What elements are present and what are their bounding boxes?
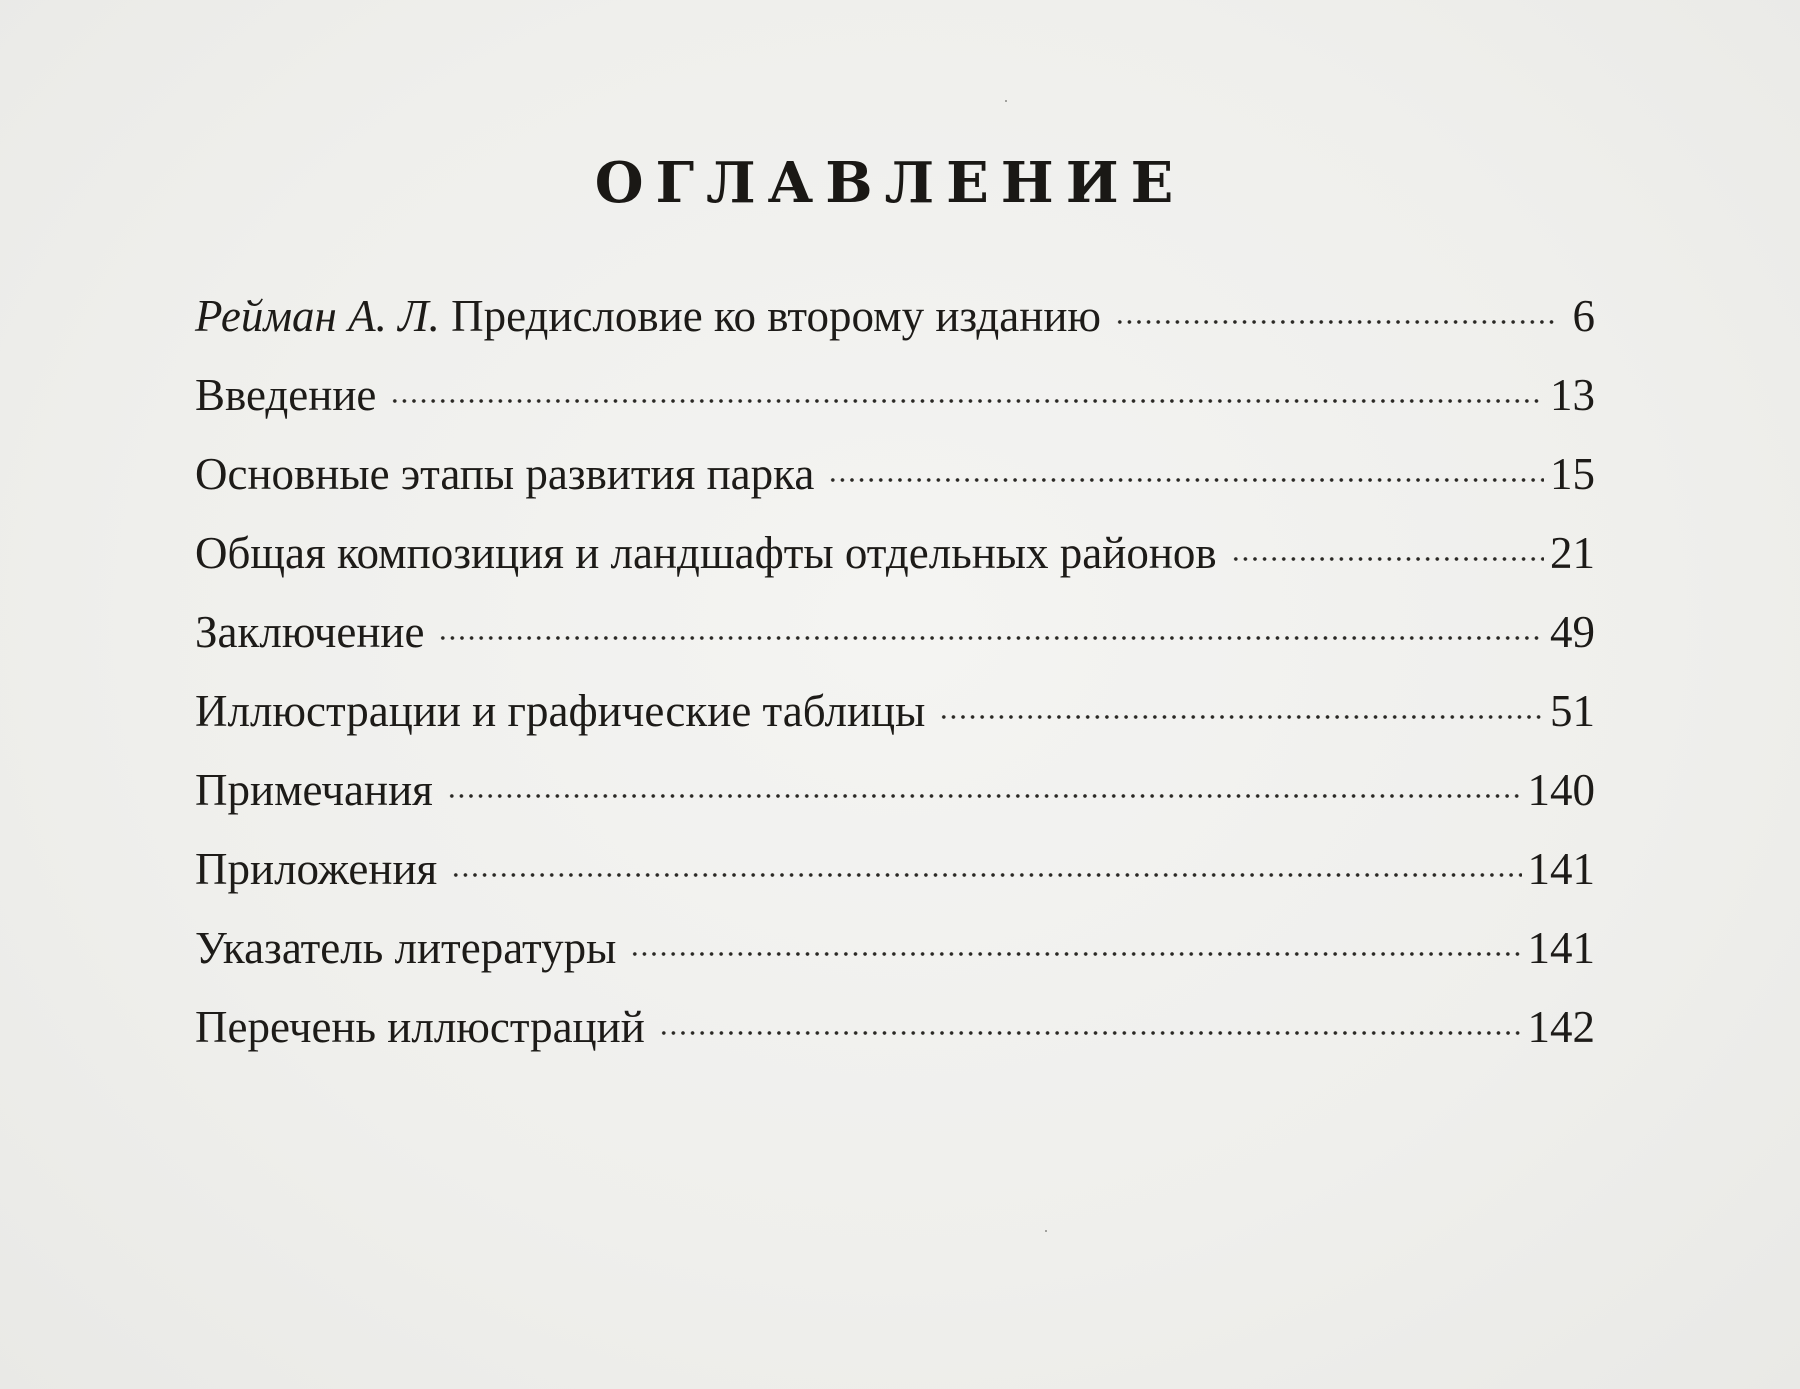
toc-entry-introduction bbox=[195, 369, 1595, 448]
toc-entry-list-of-illustrations bbox=[195, 1001, 1595, 1080]
toc-entry-bibliography bbox=[195, 922, 1595, 1001]
toc-entry-page: 51 bbox=[1550, 686, 1595, 736]
toc-entry-page: 140 bbox=[1527, 765, 1595, 815]
dot-leader bbox=[447, 793, 1522, 799]
toc-entry-title: Общая композиция и ландшафты отдельных районов bbox=[195, 528, 1217, 578]
toc-entry-page: 141 bbox=[1527, 844, 1595, 894]
dot-leader bbox=[630, 951, 1521, 957]
toc-entry-page: 49 bbox=[1550, 607, 1595, 657]
toc-entry-notes bbox=[195, 764, 1595, 843]
toc-entry-illustrations bbox=[195, 685, 1595, 764]
dot-leader bbox=[1231, 556, 1544, 562]
toc-entry-conclusion bbox=[195, 606, 1595, 685]
toc-title: ОГЛАВЛЕНИЕ bbox=[594, 150, 1186, 216]
paper-speck bbox=[1045, 1230, 1047, 1232]
dot-leader bbox=[939, 714, 1544, 720]
toc-entry-title: Приложения bbox=[195, 844, 438, 894]
table-of-contents bbox=[195, 290, 1595, 1080]
toc-entry-preface bbox=[195, 290, 1595, 369]
toc-entry-page: 13 bbox=[1550, 370, 1595, 420]
toc-entry-title: Предисловие ко второму изданию bbox=[451, 291, 1102, 341]
toc-entry-title: Указатель литературы bbox=[195, 923, 617, 973]
dot-leader bbox=[1115, 319, 1559, 325]
toc-entry-author: Рейман А. Л. bbox=[195, 291, 440, 341]
paper-speck bbox=[1005, 100, 1007, 102]
toc-entry-stages bbox=[195, 448, 1595, 527]
toc-entry-title: Введение bbox=[195, 370, 377, 420]
toc-entry-page: 21 bbox=[1550, 528, 1595, 578]
toc-entry-page: 141 bbox=[1527, 923, 1595, 973]
toc-entry-appendices bbox=[195, 843, 1595, 922]
toc-entry-page: 15 bbox=[1550, 449, 1595, 499]
toc-entry-title: Перечень иллюстраций bbox=[195, 1002, 645, 1052]
toc-entry-page: 142 bbox=[1527, 1002, 1595, 1052]
dot-leader bbox=[828, 477, 1544, 483]
toc-entry-composition bbox=[195, 527, 1595, 606]
dot-leader bbox=[390, 398, 1544, 404]
dot-leader bbox=[438, 635, 1544, 641]
toc-entry-title: Заключение bbox=[195, 607, 425, 657]
toc-entry-title: Основные этапы развития парка bbox=[195, 449, 815, 499]
toc-entry-title: Примечания bbox=[195, 765, 433, 815]
dot-leader bbox=[451, 872, 1521, 878]
toc-entry-page: 6 bbox=[1572, 291, 1595, 341]
toc-entry-label bbox=[195, 290, 1115, 342]
dot-leader bbox=[659, 1030, 1522, 1036]
toc-entry-title: Иллюстрации и графические таблицы bbox=[195, 686, 926, 736]
